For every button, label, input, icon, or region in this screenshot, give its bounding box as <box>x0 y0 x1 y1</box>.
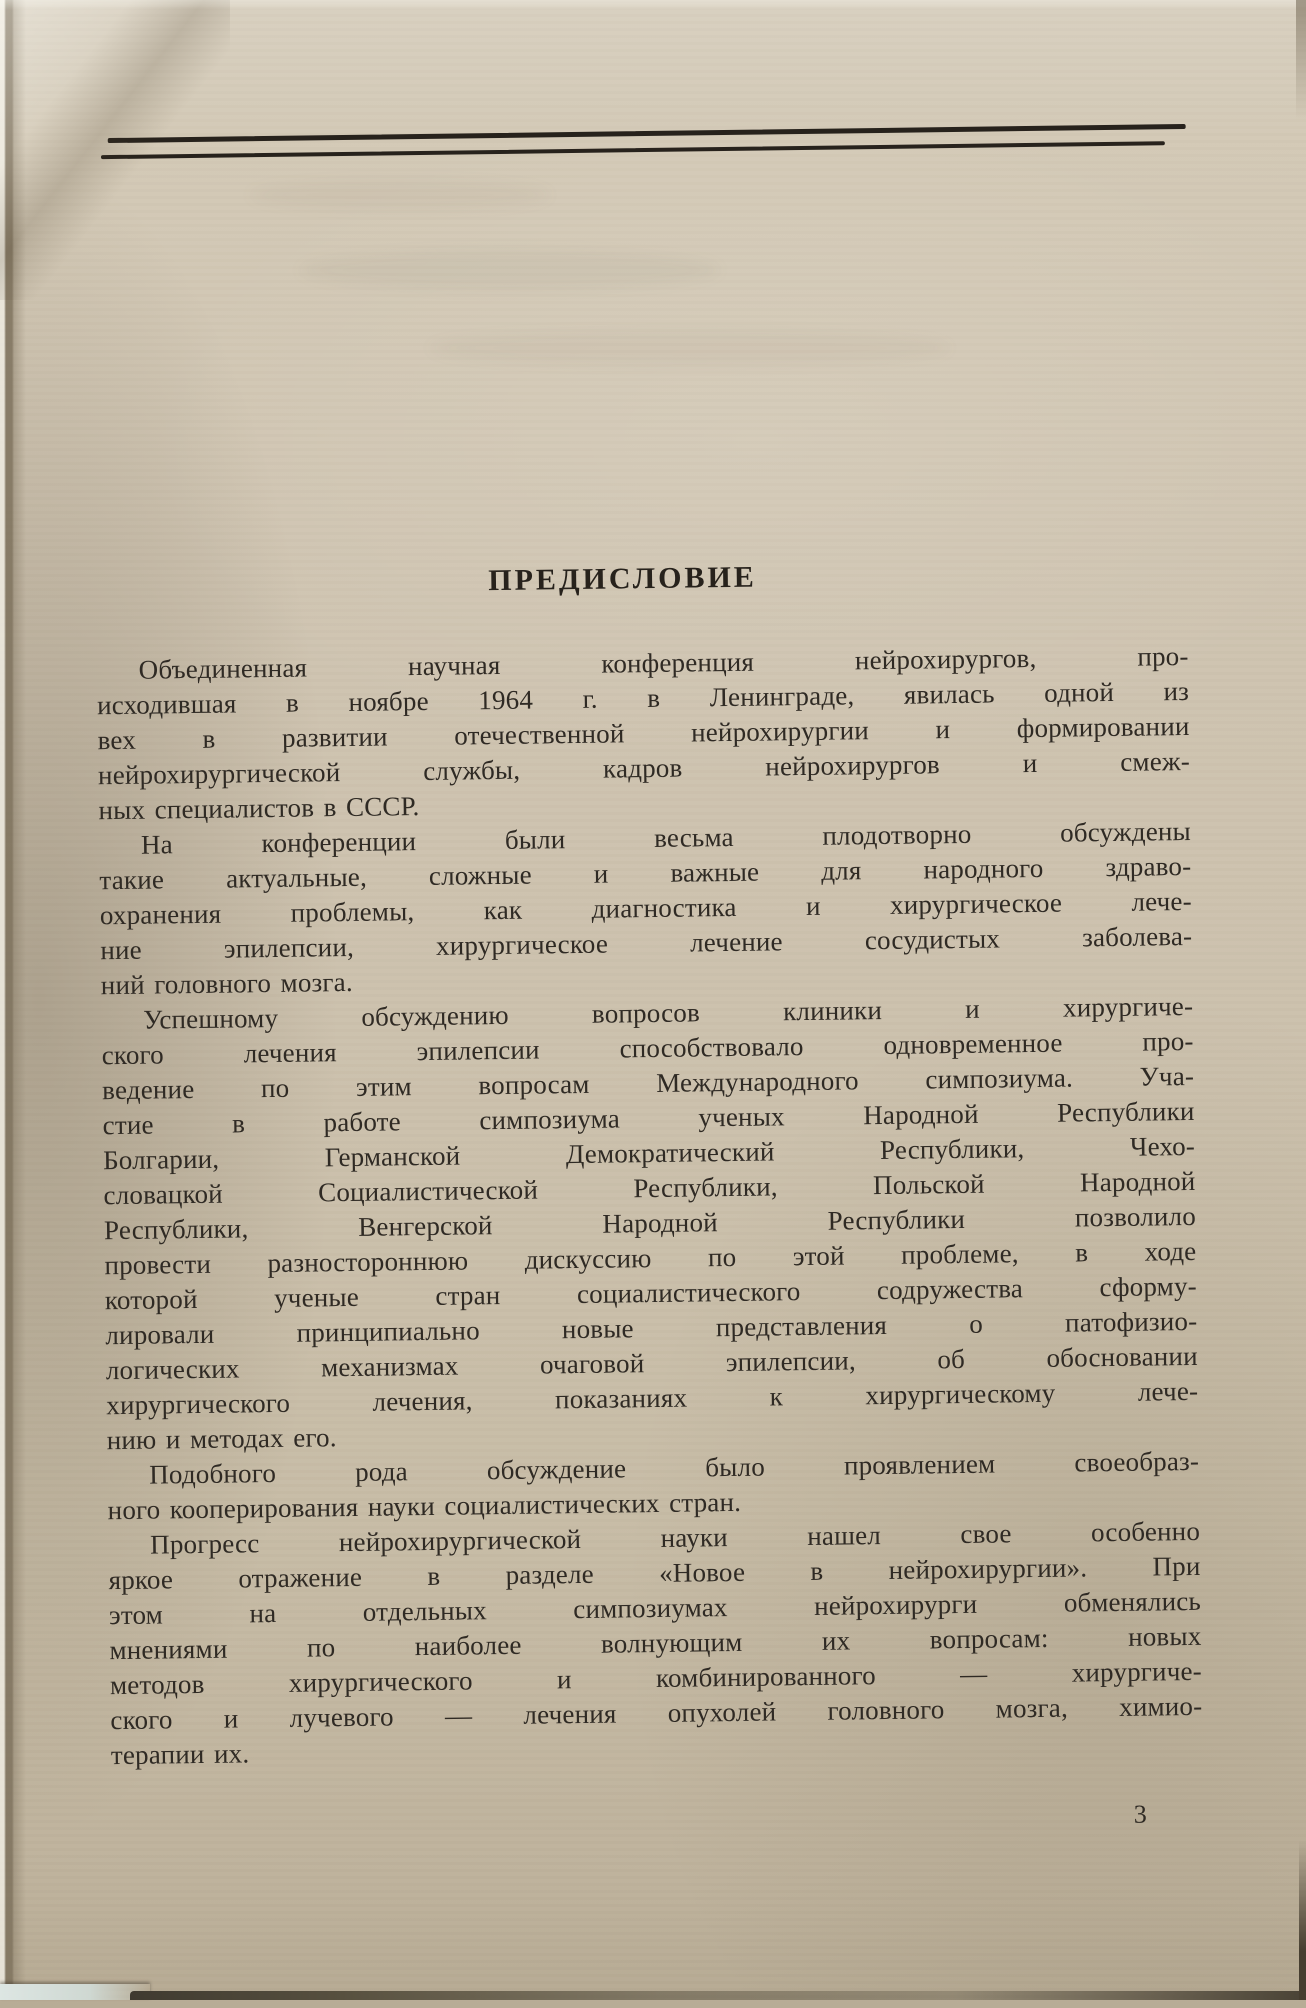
text-line: которой ученые стран социалистического содружества сформу- <box>104 1270 1198 1316</box>
text-line: Успешному обсуждению вопросов клиники и хирургиче- <box>143 990 1194 1035</box>
top-double-rule-upper <box>108 124 1186 143</box>
text-line: терапии их. <box>110 1738 250 1771</box>
text-line: яркое отражение в разделе «Новое в нейрохирургии». При <box>108 1550 1201 1596</box>
text-line: словацкой Социалистической Республики, Польской Народной <box>103 1165 1196 1211</box>
text-line: Объединенная научная конференция нейрохирургов, про- <box>138 640 1189 685</box>
text-line: хирургического лечения, показаниях к хирургическому лече- <box>106 1375 1199 1421</box>
text-line: методов хирургического и комбинированного — хирургиче- <box>109 1655 1203 1701</box>
text-line: этом на отдельных симпозиумах нейрохирурги обменялись <box>108 1585 1202 1631</box>
text-line: охранения проблемы, как диагностика и хирургическое лече- <box>99 885 1192 931</box>
text-column <box>95 555 1203 1773</box>
body-text <box>96 639 1203 1773</box>
text-line: ных специалистов в СССР. <box>98 791 420 826</box>
paragraph <box>101 989 1199 1458</box>
page-number: 3 <box>1133 1799 1147 1829</box>
page-edge-right <box>1299 1840 1306 2000</box>
text-line: нию и методах его. <box>106 1422 337 1456</box>
page-edge-bottom <box>130 1991 1306 2000</box>
top-right-corner-shadow <box>1296 0 1306 120</box>
paragraph <box>108 1514 1203 1773</box>
text-line: исходившая в ноябре 1964 г. в Ленинграде, явилась одной из <box>96 675 1190 721</box>
text-line: На конференции были весьма плодотворно обсуждены <box>140 815 1192 860</box>
paragraph <box>96 639 1190 828</box>
text-line: ского и лучевого — лечения опухолей головного мозга, химио- <box>110 1690 1203 1736</box>
text-line: такие актуальные, сложные и важные для народного здраво- <box>99 850 1192 896</box>
page-edge-left <box>0 0 26 2000</box>
text-line: ний головного мозга. <box>100 966 354 1001</box>
page-edge-top <box>0 0 1306 10</box>
bottom-left-corner-sliver <box>0 1984 150 2000</box>
text-line: Прогресс нейрохирургической науки нашел свое особенно <box>149 1515 1201 1560</box>
text-line: лировали принципиально новые представления о патофизио- <box>105 1305 1198 1351</box>
text-line: ного кооперирования науки социалистических стран. <box>107 1486 742 1526</box>
text-line: ние эпилепсии, хирургическое лечение сосудистых заболева- <box>100 920 1193 966</box>
text-line: нейрохирургической службы, кадров нейрохирургов и смеж- <box>97 745 1191 791</box>
text-line: провести разностороннюю дискуссию по этой проблеме, в ходе <box>104 1235 1197 1281</box>
text-line: стие в работе симпозиума ученых Народной Республики <box>102 1095 1195 1141</box>
text-line: Республики, Венгерской Народной Республики позволило <box>103 1200 1197 1246</box>
top-double-rule-lower <box>101 141 1165 159</box>
text-line: ведение по этим вопросам Международного симпозиума. Уча- <box>101 1060 1195 1106</box>
text-line: Болгарии, Германской Демократический Республики, Чехо- <box>102 1130 1196 1176</box>
text-line: логических механизмах очаговой эпилепсии, об обосновании <box>105 1340 1198 1386</box>
text-line: мнениями по наиболее волнующим их вопросам: новых <box>109 1620 1202 1666</box>
text-line: вех в развитии отечественной нейрохирургии и формировании <box>97 710 1190 756</box>
text-line: Подобного рода обсуждение было проявлением своеобраз- <box>149 1445 1200 1490</box>
page-fold-crease <box>0 0 230 300</box>
page-title: ПРЕДИСЛОВИЕ <box>488 560 758 598</box>
paragraph <box>99 814 1193 1003</box>
text-line: ского лечения эпилепсии способствовало одновременное про- <box>101 1025 1194 1071</box>
